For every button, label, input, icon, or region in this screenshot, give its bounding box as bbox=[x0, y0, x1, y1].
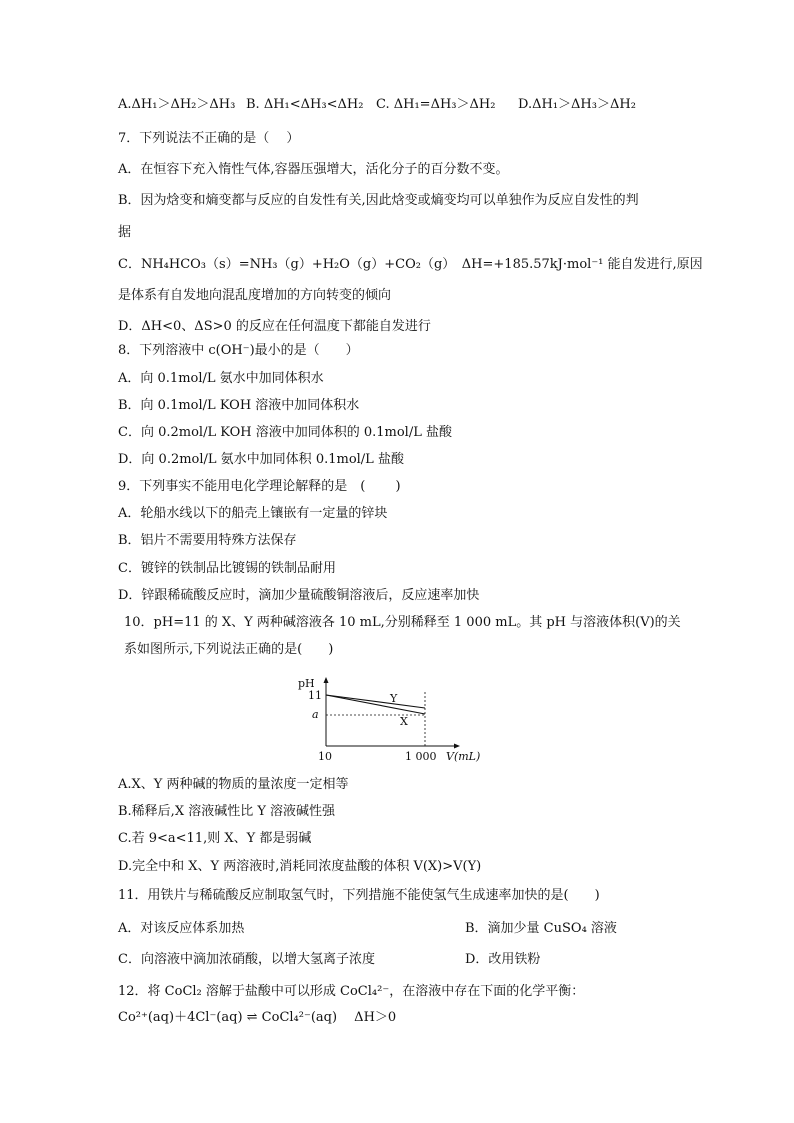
q9-stem: 9．下列事实不能用电化学理论解释的是 ( ) bbox=[118, 479, 401, 494]
series-label-y: Y bbox=[390, 692, 398, 705]
q10-ph-volume-graph bbox=[296, 674, 496, 766]
q9-option-d: D．锌跟稀硫酸反应时，滴加少量硫酸铜溶液后，反应速率加快 bbox=[118, 588, 480, 603]
q7-stem: 7．下列说法不正确的是（ ） bbox=[118, 131, 300, 146]
q8-stem: 8．下列溶液中 c(OH⁻)最小的是（ ） bbox=[118, 343, 359, 358]
q7-option-a: A．在恒容下充入惰性气体,容器压强增大，活化分子的百分数不变。 bbox=[118, 162, 509, 177]
q7-option-b-line1: B．因为焓变和熵变都与反应的自发性有关,因此焓变或熵变均可以单独作为反应自发性的判 bbox=[118, 193, 639, 208]
x-tick-10: 10 bbox=[318, 750, 332, 763]
q12-equation: Co²⁺(aq)＋4Cl⁻(aq) ⇌ CoCl₄²⁻(aq) ΔH＞0 bbox=[118, 1010, 397, 1025]
q8-option-b: B．向 0.1mol/L KOH 溶液中加同体积水 bbox=[118, 398, 360, 413]
q11-option-d: D．改用铁粉 bbox=[465, 952, 541, 967]
q8-option-a: A．向 0.1mol/L 氨水中加同体积水 bbox=[118, 371, 324, 386]
q10-option-b: B.稀释后,X 溶液碱性比 Y 溶液碱性强 bbox=[118, 804, 336, 819]
x-axis-arrow bbox=[454, 744, 460, 749]
x-axis-label: V(mL) bbox=[446, 750, 481, 763]
curve-y bbox=[326, 695, 425, 708]
q6-option-a: A.ΔH₁＞ΔH₂＞ΔH₃ bbox=[118, 97, 236, 112]
q9-option-c: C．镀锌的铁制品比镀锡的铁制品耐用 bbox=[118, 561, 336, 576]
y-tick-11: 11 bbox=[308, 689, 322, 702]
q12-stem: 12．将 CoCl₂ 溶解于盐酸中可以形成 CoCl₄²⁻，在溶液中存在下面的化学平衡： bbox=[118, 984, 585, 999]
q8-option-d: D．向 0.2mol/L 氨水中加同体积 0.1mol/L 盐酸 bbox=[118, 452, 404, 467]
q8-option-c: C．向 0.2mol/L KOH 溶液中加同体积的 0.1mol/L 盐酸 bbox=[118, 425, 452, 440]
q6-option-c: C. ΔH₁=ΔH₃＞ΔH₂ bbox=[376, 97, 496, 112]
q7-option-c-line1: C．NH₄HCO₃（s）=NH₃（g）+H₂O（g）+CO₂（g） ΔH=+185.57kJ·mol⁻¹ 能自发进行,原因 bbox=[118, 257, 703, 272]
q9-option-a: A．轮船水线以下的船壳上镶嵌有一定量的锌块 bbox=[118, 506, 388, 521]
q9-option-b: B．铝片不需要用特殊方法保存 bbox=[118, 533, 297, 548]
q10-stem-line1: 10．pH=11 的 X、Y 两种碱溶液各 10 mL,分别稀释至 1 000 mL。其 pH 与溶液体积(V)的关 bbox=[124, 615, 681, 630]
q11-stem: 11．用铁片与稀硫酸反应制取氢气时，下列措施不能使氢气生成速率加快的是( ) bbox=[118, 888, 600, 903]
q10-stem-line2: 系如图所示,下列说法正确的是( ) bbox=[124, 642, 334, 657]
q11-option-b: B．滴加少量 CuSO₄ 溶液 bbox=[465, 921, 617, 936]
q11-option-c: C．向溶液中滴加浓硝酸，以增大氢离子浓度 bbox=[118, 952, 375, 967]
q6-option-d: D.ΔH₁＞ΔH₃＞ΔH₂ bbox=[518, 97, 636, 112]
x-tick-1000: 1 000 bbox=[405, 750, 437, 763]
q10-option-a: A.X、Y 两种碱的物质的量浓度一定相等 bbox=[118, 777, 349, 792]
q7-option-c-line2: 是体系有自发地向混乱度增加的方向转变的倾向 bbox=[118, 288, 392, 303]
q6-option-b: B. ΔH₁<ΔH₃<ΔH₂ bbox=[246, 97, 364, 112]
q7-option-b-line2: 据 bbox=[118, 225, 132, 240]
curve-x bbox=[326, 695, 425, 714]
q11-option-a: A．对该反应体系加热 bbox=[118, 921, 245, 936]
q10-option-c: C.若 9<a<11,则 X、Y 都是弱碱 bbox=[118, 831, 312, 846]
q10-option-d: D.完全中和 X、Y 两溶液时,消耗同浓度盐酸的体积 V(X)>V(Y) bbox=[118, 859, 482, 874]
q7-option-d: D．ΔH<0、ΔS>0 的反应在任何温度下都能自发进行 bbox=[118, 319, 431, 334]
y-axis-arrow bbox=[324, 677, 329, 683]
y-axis-label: pH bbox=[298, 677, 315, 690]
y-tick-a: a bbox=[312, 708, 319, 721]
series-label-x: X bbox=[400, 715, 408, 728]
